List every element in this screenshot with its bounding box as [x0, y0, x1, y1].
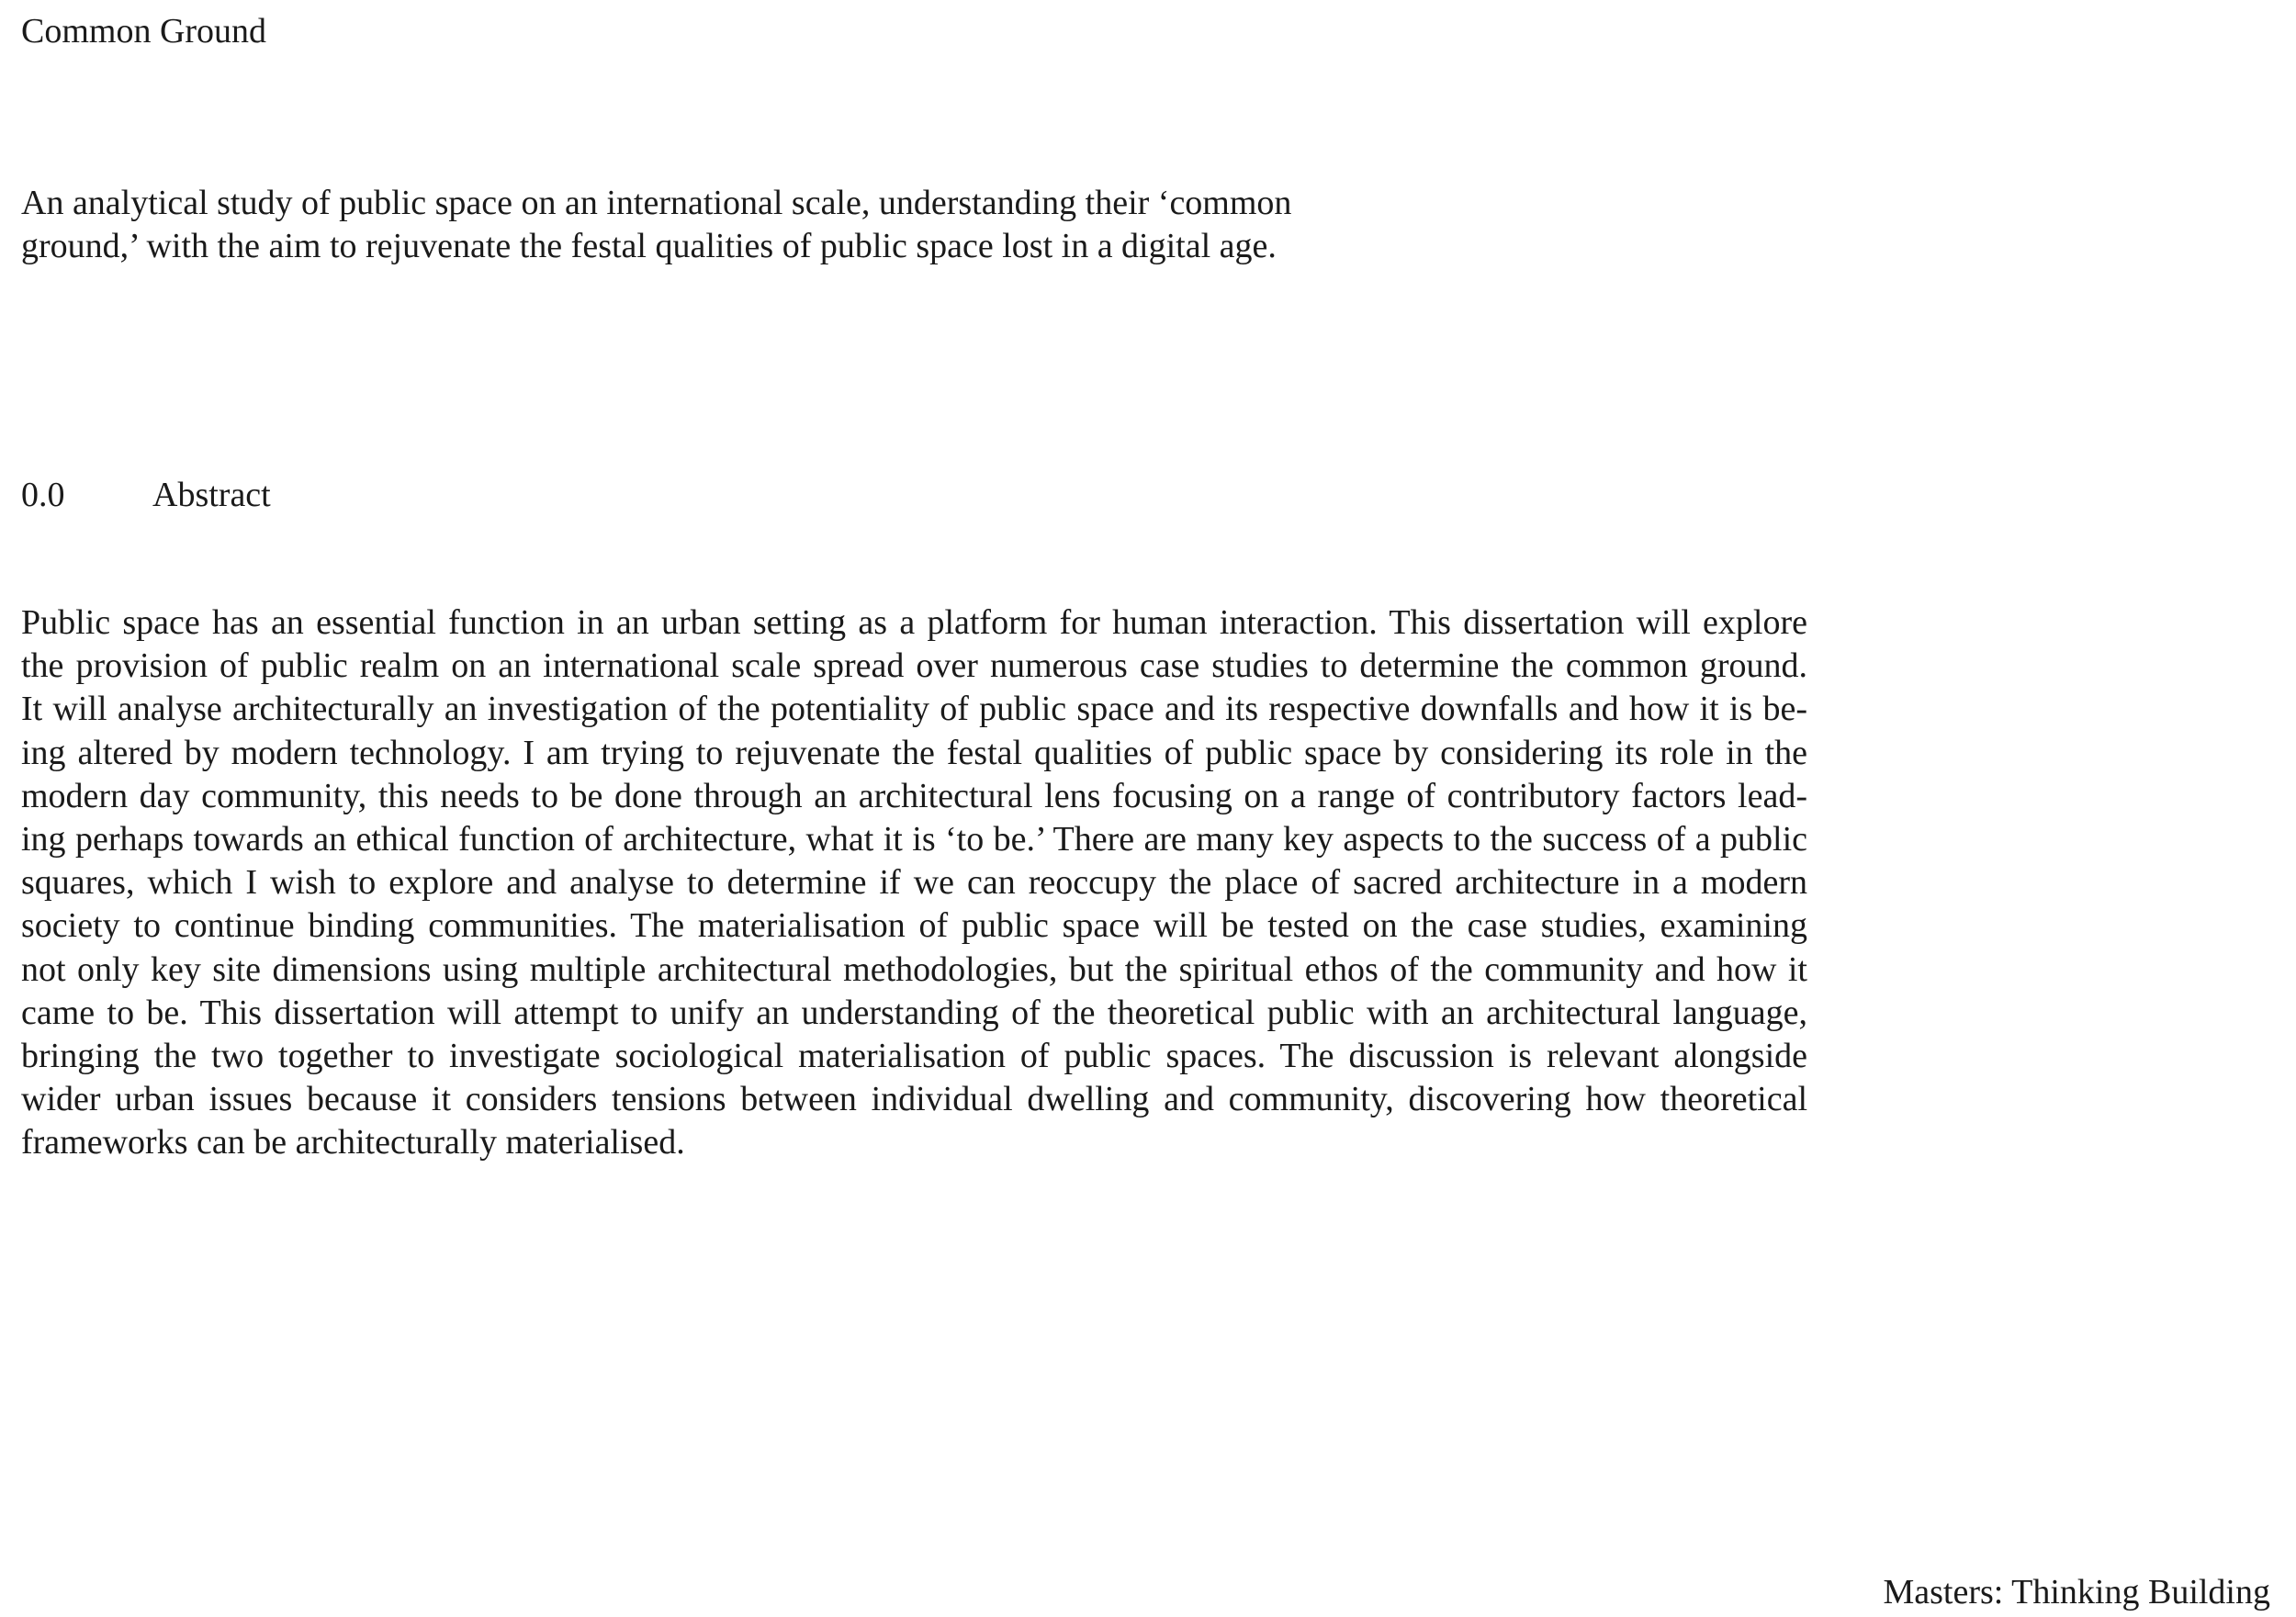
footer-course-label: Masters: Thinking Building: [1883, 1573, 2270, 1611]
subtitle-line: ground,’ with the aim to rejuvenate the festal qualities of public space lost in a digital age.: [21, 227, 1277, 265]
abstract-line: came to be. This dissertation will attempt to unify an understanding of the theoretical public with an architectural language,: [21, 993, 1807, 1032]
abstract-line: Public space has an essential function in an urban setting as a platform for human interaction. This dissertation will explore: [21, 603, 1807, 642]
abstract-line: not only key site dimensions using multiple architectural methodologies, but the spiritual ethos of the community and how it: [21, 949, 1807, 989]
abstract-line: bringing the two together to investigate sociological materialisation of public spaces. The discussion is relevant alongside: [21, 1037, 1807, 1076]
abstract-line: wider urban issues because it considers tensions between individual dwelling and community, discovering how theoretical: [21, 1080, 1807, 1119]
abstract-line: frameworks can be architecturally materialised.: [21, 1123, 685, 1162]
section-heading: Abstract: [152, 476, 271, 514]
abstract-line: modern day community, this needs to be done through an architectural lens focusing on a range of contributory factors lead-: [21, 776, 1807, 815]
abstract-line: ing altered by modern technology. I am trying to rejuvenate the festal qualities of public space by considering its role in the: [21, 733, 1807, 772]
page-title: Common Ground: [21, 12, 267, 51]
abstract-line: It will analyse architecturally an investigation of the potentiality of public space and its respective downfalls and how it is be-: [21, 690, 1807, 729]
abstract-line: the provision of public realm on an international scale spread over numerous case studies to determine the common ground.: [21, 646, 1807, 686]
abstract-line: ing perhaps towards an ethical function of architecture, what it is ‘to be.’ There are many key aspects to the success of a public: [21, 820, 1807, 859]
abstract-line: society to continue binding communities. The materialisation of public space will be tested on the case studies, examining: [21, 906, 1807, 946]
subtitle-line: An analytical study of public space on an international scale, understanding their ‘common: [21, 184, 1292, 222]
abstract-line: squares, which I wish to explore and analyse to determine if we can reoccupy the place of sacred architecture in a modern: [21, 863, 1807, 903]
section-number: 0.0: [21, 476, 65, 514]
subtitle: [21, 182, 1399, 268]
abstract-paragraph: [21, 601, 1807, 1165]
